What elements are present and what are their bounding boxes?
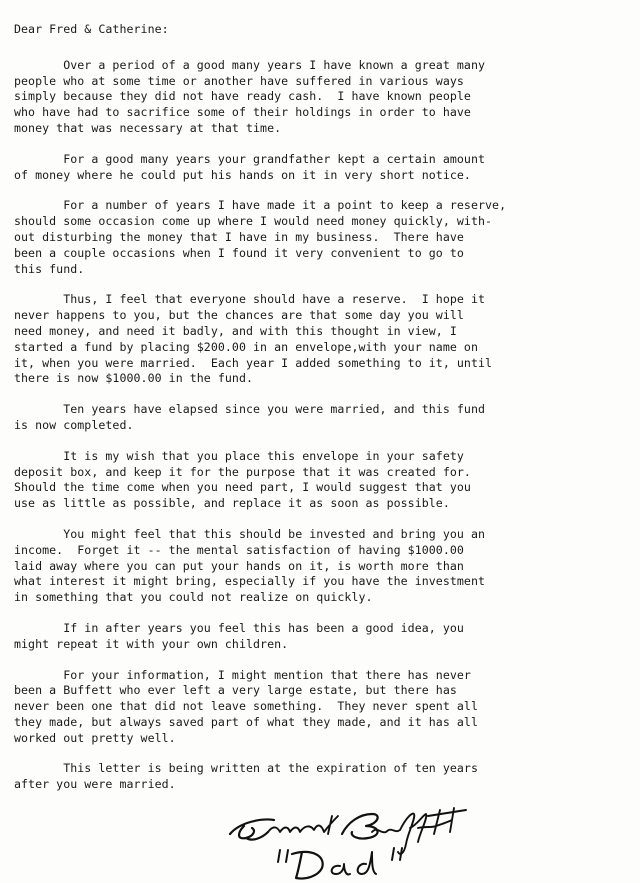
text-line: need money, and need it badly, and with this thought in view, I [14, 323, 457, 338]
paragraph [14, 449, 630, 512]
paragraph [14, 58, 630, 137]
text-line: never happens to you, but the chances are that some day you will [14, 308, 464, 323]
text-line: what interest it might bring, especially if you have the investment [14, 574, 486, 589]
handwritten-signature [222, 792, 562, 882]
paragraph [14, 402, 630, 434]
signature-stroke-e [230, 820, 274, 840]
typed-letter [14, 22, 630, 808]
text-line: is now completed. [14, 417, 134, 432]
text-line: You might feel that this should be invested and bring you an [14, 526, 486, 541]
text-line: deposit box, and keep it for the purpose that it was created for. [14, 464, 471, 479]
text-line: out disturbing the money that I have in my business. There have [14, 229, 464, 244]
text-line: never been one that did not leave something. They never spent all [14, 699, 478, 714]
text-line: might repeat it with your own children. [14, 636, 289, 651]
paragraph [14, 761, 630, 793]
text-line: who have had to sacrifice some of their holdings in order to have [14, 105, 471, 120]
text-line: people who at some time or another have suffered in various ways [14, 73, 464, 88]
text-line: Should the time come when you need part, I would suggest that you [14, 480, 471, 495]
text-line: they made, but always saved part of what they made, and it has all [14, 714, 478, 729]
text-line: worked out pretty well. [14, 730, 176, 745]
salutation: Dear Fred & Catherine: [14, 22, 169, 36]
text-line: in something that you could not realize on quickly. [14, 590, 373, 605]
text-line: been a couple occasions when I found it very convenient to go to [14, 245, 464, 260]
paragraph [14, 668, 630, 747]
text-line: this fund. [14, 261, 85, 276]
signature-stroke-rnest [268, 816, 338, 834]
text-line: Over a period of a good many years I have known a great many [14, 57, 486, 72]
quote-close [392, 848, 402, 860]
text-line: started a fund by placing $200.00 in an envelope,with your name on [14, 339, 478, 354]
text-line: If in after years you feel this has been a good idea, you [14, 620, 464, 635]
dad-d1 [292, 852, 323, 879]
text-line: Thus, I feel that everyone should have a reserve. I hope it [14, 292, 486, 307]
paragraph [14, 152, 630, 184]
dad-d2 [358, 852, 376, 874]
signature-stroke-uffett [372, 808, 466, 854]
paragraph [14, 527, 630, 606]
text-line: laid away where you can put your hands on it, is worth more than [14, 558, 464, 573]
text-line: after you were married. [14, 777, 176, 792]
text-line: It is my wish that you place this envelope in your safety [14, 448, 464, 463]
signature-stroke-b [342, 814, 378, 839]
quote-open [278, 850, 288, 862]
text-line: money that was necessary at that time. [14, 120, 282, 135]
dad-a [332, 864, 350, 874]
text-line: there is now $1000.00 in the fund. [14, 371, 254, 386]
text-line: should some occasion come up where I would need money quickly, with- [14, 214, 493, 229]
text-line: This letter is being written at the expiration of ten years [14, 761, 478, 776]
text-line: it, when you were married. Each year I added something to it, until [14, 355, 493, 370]
text-line: been a Buffett who ever left a very large estate, but there has [14, 683, 457, 698]
text-line: For a good many years your grandfather kept a certain amount [14, 151, 486, 166]
signature-svg [222, 792, 562, 882]
paragraph [14, 292, 630, 387]
paragraph [14, 621, 630, 653]
text-line: use as little as possible, and replace it as soon as possible. [14, 496, 450, 511]
text-line: For your information, I might mention that there has never [14, 667, 471, 682]
letter-body [14, 58, 630, 793]
text-line: income. Forget it -- the mental satisfaction of having $1000.00 [14, 542, 464, 557]
text-line: simply because they did not have ready cash. I have known people [14, 89, 471, 104]
paragraph [14, 198, 630, 277]
text-line: Ten years have elapsed since you were married, and this fund [14, 402, 486, 417]
text-line: For a number of years I have made it a point to keep a reserve, [14, 198, 507, 213]
text-line: of money where he could put his hands on it in very short notice. [14, 167, 471, 182]
